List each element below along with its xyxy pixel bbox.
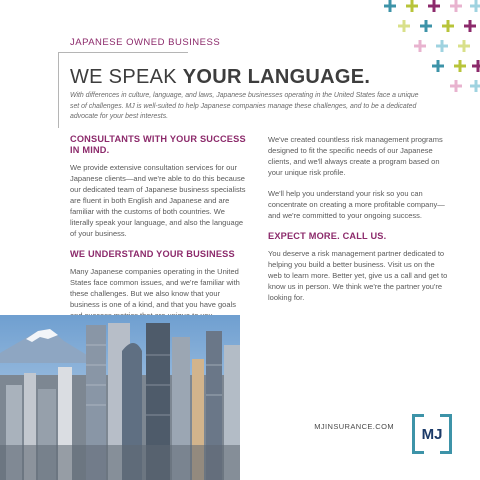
mj-logo — [412, 414, 452, 454]
plus-mark — [454, 60, 466, 72]
plus-mark — [470, 80, 480, 92]
right-column — [268, 134, 450, 313]
tokyo-skyline-photo — [0, 315, 240, 480]
plus-mark — [436, 40, 448, 52]
plus-mark — [464, 20, 476, 32]
divider-left — [58, 52, 59, 128]
plus-mark — [398, 20, 410, 32]
programs-body-1: We've created countless risk management programs designed to fit the specific needs of our Japanese clients, and we'll always create a program based on your unique risk profile. — [268, 135, 443, 177]
headline-bold: YOUR LANGUAGE. — [182, 66, 371, 88]
plus-mark — [432, 60, 444, 72]
divider-top — [58, 52, 188, 53]
expect-body: You deserve a risk management partner dedicated to helping you build a better business. Visit us on the web to learn more. Better yet, give us a call and get to know us in person. We think we're the partner you're looking for. — [268, 249, 448, 302]
plus-mark — [428, 0, 440, 12]
programs-body-2: We'll help you understand your risk so you can concentrate on creating a more profitable company—and we're committed to your ongoing success. — [268, 189, 445, 220]
intro-paragraph: With differences in culture, language, and laws, Japanese businesses operating in the United States face a unique set of challenges. MJ is well-suited to help Japanese companies manage these challenges, and to be a dedicated advocate for your best interests. — [70, 92, 419, 120]
plus-mark — [384, 0, 396, 12]
decorative-crosses — [380, 0, 480, 105]
plus-mark — [420, 20, 432, 32]
plus-mark — [450, 80, 462, 92]
plus-mark — [414, 40, 426, 52]
plus-mark — [458, 40, 470, 52]
plus-mark — [406, 0, 418, 12]
consultants-body: We provide extensive consultation services for our Japanese clients—and we're able to do this because our dedicated team of Japanese business specialists are fluent in both English and Japanese and are familiar with the customs of both countries. We literally speak your language, and also the language of your business. — [70, 163, 246, 238]
plus-mark — [472, 60, 480, 72]
plus-mark — [470, 0, 480, 12]
understand-body: Many Japanese companies operating in the United States face common issues, and we're familiar with these challenges. But we also know that your business is one of a kind, and that you have goals — [70, 267, 240, 309]
logo-text: MJ — [421, 425, 443, 443]
headline-light: WE SPEAK — [70, 66, 183, 88]
plus-mark — [442, 20, 454, 32]
plus-mark — [450, 0, 462, 12]
website-link[interactable]: MJINSURANCE.COM — [314, 422, 394, 431]
expect-heading: EXPECT MORE. CALL US. — [268, 231, 387, 241]
understand-heading: WE UNDERSTAND YOUR BUSINESS — [70, 249, 235, 259]
consultants-heading: CONSULTANTS WITH YOUR SUCCESS IN MIND. — [70, 134, 246, 155]
page-title — [70, 66, 370, 89]
left-column — [70, 134, 248, 331]
eyebrow-label: JAPANESE OWNED BUSINESS — [70, 37, 221, 48]
